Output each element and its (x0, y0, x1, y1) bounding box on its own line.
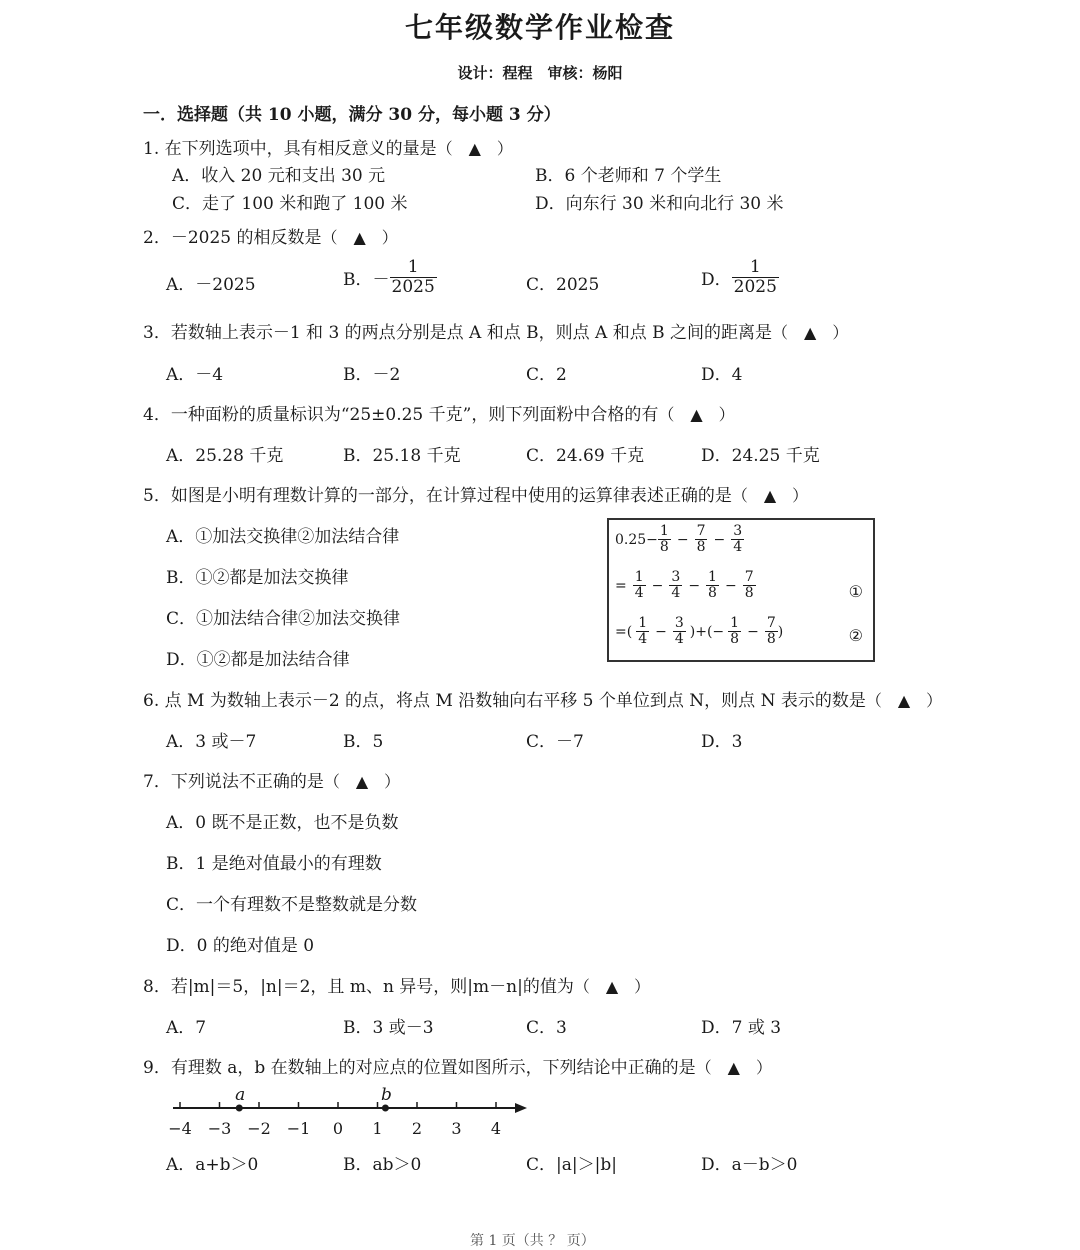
fraction-denominator: 8 (730, 631, 740, 648)
q3-option-b: B．－2 (343, 365, 401, 385)
answer-mark: （ ▲ ） (731, 486, 809, 505)
calc-mid: )+(− (689, 623, 725, 640)
q5-option-c: C．①加法结合律②加法交换律 (166, 609, 401, 629)
question-9-stem: 9．有理数 a，b 在数轴上的对应点的位置如图所示，下列结论中正确的是 (143, 1058, 696, 1078)
question-7-stem: 7．下列说法不正确的是 (143, 772, 324, 792)
question-1-stem: 1. 在下列选项中，具有相反意义的量是 (143, 139, 437, 159)
fraction-numerator: 7 (766, 615, 776, 631)
q9-option-a: A．a+b＞0 (166, 1155, 259, 1175)
q8-option-a: A．7 (166, 1018, 207, 1038)
calculation-box (607, 518, 875, 662)
q5-option-a: A．①加法交换律②加法结合律 (166, 527, 400, 547)
fraction-denominator: 2025 (391, 276, 435, 297)
calc-row-2 (615, 570, 756, 602)
number-line-tick-label: −4 (168, 1119, 192, 1138)
question-8-stem: 8．若|m|＝5，|n|＝2，且 m、n 异号，则|m－n|的值为 (143, 977, 574, 997)
fraction-denominator: 2025 (733, 276, 777, 297)
fraction-numerator: 3 (733, 523, 743, 539)
answer-mark: （ ▲ ） (865, 691, 943, 710)
fraction-numerator: 3 (674, 615, 684, 631)
calc-minus: − (688, 577, 701, 594)
q2-option-b (343, 258, 437, 296)
calc-fraction (658, 524, 671, 556)
q8-option-c: C．3 (526, 1018, 567, 1038)
fraction-numerator: 3 (671, 569, 681, 585)
page-footer: 第 1 页（共 ？ 页） (470, 1233, 595, 1249)
q2-option-d-fraction (732, 258, 779, 296)
page-title: 七年级数学作业检查 (404, 11, 675, 44)
q6-option-c: C．－7 (526, 732, 584, 752)
q4-option-a: A．25.28 千克 (166, 446, 284, 466)
q1-option-a: A．收入 20 元和支出 30 元 (172, 166, 386, 186)
number-line-arrow (515, 1103, 527, 1113)
number-line-tick-label: −2 (247, 1119, 271, 1138)
q2-option-b-fraction (390, 258, 437, 296)
question-4 (143, 400, 735, 425)
q2-option-d-label: D． (701, 269, 732, 290)
q2-option-c: C．2025 (526, 275, 600, 295)
question-5 (143, 481, 808, 506)
calc-lead: =( (615, 623, 633, 640)
fraction-numerator: 1 (708, 569, 717, 585)
number-line-tick-label: 0 (332, 1119, 344, 1138)
fraction-denominator: 8 (766, 631, 776, 648)
calc-fraction (706, 570, 719, 602)
fraction-numerator: 1 (634, 569, 644, 585)
point-b-label: b (380, 1086, 392, 1105)
section-heading: 一．选择题（共 10 小题，满分 30 分，每小题 3 分） (143, 105, 561, 125)
fraction-denominator: 4 (733, 539, 743, 556)
fraction-denominator: 8 (696, 539, 706, 556)
calc-lead: 0.25− (615, 531, 658, 548)
q6-option-a: A．3 或－7 (166, 732, 257, 752)
question-1 (143, 134, 513, 159)
calc-lead: = (615, 577, 627, 594)
question-9 (143, 1053, 772, 1078)
calc-fraction (633, 570, 646, 602)
q2-option-d (701, 258, 779, 296)
fraction-denominator: 4 (674, 631, 684, 648)
q7-option-a: A．0 既不是正数，也不是负数 (166, 813, 399, 833)
calc-minus: − (724, 577, 737, 594)
answer-mark: （ ▲ ） (658, 405, 735, 424)
question-3 (143, 318, 848, 343)
q9-option-b: B．ab＞0 (343, 1155, 422, 1175)
calc-minus: − (747, 623, 759, 640)
design-credits: 设计：程程 审核：杨阳 (457, 64, 623, 82)
q8-option-b: B．3 或－3 (343, 1018, 434, 1038)
point-b-marker (382, 1105, 389, 1112)
calc-step-mark-2: ② (848, 626, 863, 645)
question-4-stem: 4．一种面粉的质量标识为“25±0.25 千克”，则下列面粉中合格的有 (143, 405, 659, 425)
question-6-stem: 6. 点 M 为数轴上表示－2 的点，将点 M 沿数轴向右平移 5 个单位到点 N，则点 N 表示的数是 (143, 691, 866, 711)
calc-minus: − (713, 531, 726, 548)
question-3-stem: 3．若数轴上表示－1 和 3 的两点分别是点 A 和点 B，则点 A 和点 B 之间的距离是 (143, 323, 773, 343)
q4-option-b: B．25.18 千克 (343, 446, 461, 466)
q3-option-c: C．2 (526, 365, 567, 385)
question-2 (143, 223, 398, 248)
q3-option-a: A．－4 (166, 365, 224, 385)
q6-option-b: B．5 (343, 732, 384, 752)
fraction-numerator: 1 (749, 257, 761, 277)
fraction-denominator: 8 (659, 539, 669, 556)
point-a-marker (236, 1105, 243, 1112)
number-line-tick-label: −1 (286, 1119, 311, 1138)
fraction-denominator: 8 (744, 585, 754, 602)
question-6 (143, 686, 942, 711)
calc-fraction (673, 616, 686, 648)
q9-option-d: D．a－b＞0 (701, 1155, 798, 1175)
answer-mark: （ ▲ ） (772, 323, 849, 342)
number-line-tick-label: 3 (451, 1119, 462, 1138)
q1-option-d: D．向东行 30 米和向北行 30 米 (535, 194, 784, 214)
fraction-numerator: 1 (659, 523, 669, 539)
calc-fraction (636, 616, 649, 648)
q5-option-d: D．①②都是加法结合律 (166, 650, 350, 670)
calc-step-mark-1: ① (848, 582, 863, 601)
q7-option-b: B．1 是绝对值最小的有理数 (166, 854, 382, 874)
q1-option-c: C．走了 100 米和跑了 100 米 (172, 194, 408, 214)
q2-option-a: A．－2025 (166, 275, 256, 295)
q5-option-b: B．①②都是加法交换律 (166, 568, 349, 588)
q1-option-b: B．6 个老师和 7 个学生 (535, 166, 722, 186)
point-a-label: a (235, 1086, 246, 1105)
question-2-stem: 2．－2025 的相反数是 (143, 228, 322, 248)
q7-option-d: D．0 的绝对值是 0 (166, 936, 315, 956)
calc-close: ) (777, 623, 784, 640)
fraction-numerator: 1 (638, 615, 648, 631)
answer-mark: （ ▲ ） (323, 772, 401, 791)
fraction-numerator: 1 (730, 615, 740, 631)
number-line-diagram (165, 1086, 545, 1144)
number-line-tick-label: −3 (207, 1119, 232, 1138)
question-7 (143, 767, 400, 792)
calc-minus: − (651, 577, 664, 594)
q8-option-d: D．7 或 3 (701, 1018, 782, 1038)
q9-option-c: C．|a|＞|b| (526, 1155, 617, 1175)
number-line-tick-label: 4 (490, 1119, 502, 1138)
fraction-numerator: 7 (744, 569, 754, 585)
fraction-denominator: 4 (634, 585, 644, 602)
fraction-denominator: 4 (671, 585, 681, 602)
q7-option-c: C．一个有理数不是整数就是分数 (166, 895, 418, 915)
q3-option-d: D．4 (701, 365, 743, 385)
calc-fraction (669, 570, 682, 602)
calc-fraction (765, 616, 778, 648)
calc-fraction (695, 524, 708, 556)
answer-mark: （ ▲ ） (573, 977, 651, 996)
calc-minus: − (676, 531, 689, 548)
calc-row-1 (615, 524, 744, 556)
calc-row-3 (615, 616, 783, 648)
calc-fraction (743, 570, 756, 602)
calc-minus: − (655, 623, 667, 640)
q4-option-d: D．24.25 千克 (701, 446, 820, 466)
q4-option-c: C．24.69 千克 (526, 446, 645, 466)
calc-fraction (731, 524, 744, 556)
fraction-numerator: 1 (407, 257, 419, 277)
question-5-stem: 5．如图是小明有理数计算的一部分，在计算过程中使用的运算律表述正确的是 (143, 486, 732, 506)
fraction-numerator: 7 (696, 523, 706, 539)
question-8 (143, 972, 650, 997)
q6-option-d: D．3 (701, 732, 743, 752)
answer-mark: （ ▲ ） (321, 228, 398, 247)
fraction-denominator: 4 (638, 631, 648, 648)
number-line-tick-label: 1 (372, 1119, 383, 1138)
answer-mark: （ ▲ ） (695, 1058, 772, 1077)
fraction-denominator: 8 (708, 585, 717, 602)
calc-fraction (728, 616, 741, 648)
answer-mark: （ ▲ ） (436, 139, 513, 158)
number-line-tick-label: 2 (411, 1119, 423, 1138)
q2-option-b-label: B．－ (343, 269, 390, 290)
